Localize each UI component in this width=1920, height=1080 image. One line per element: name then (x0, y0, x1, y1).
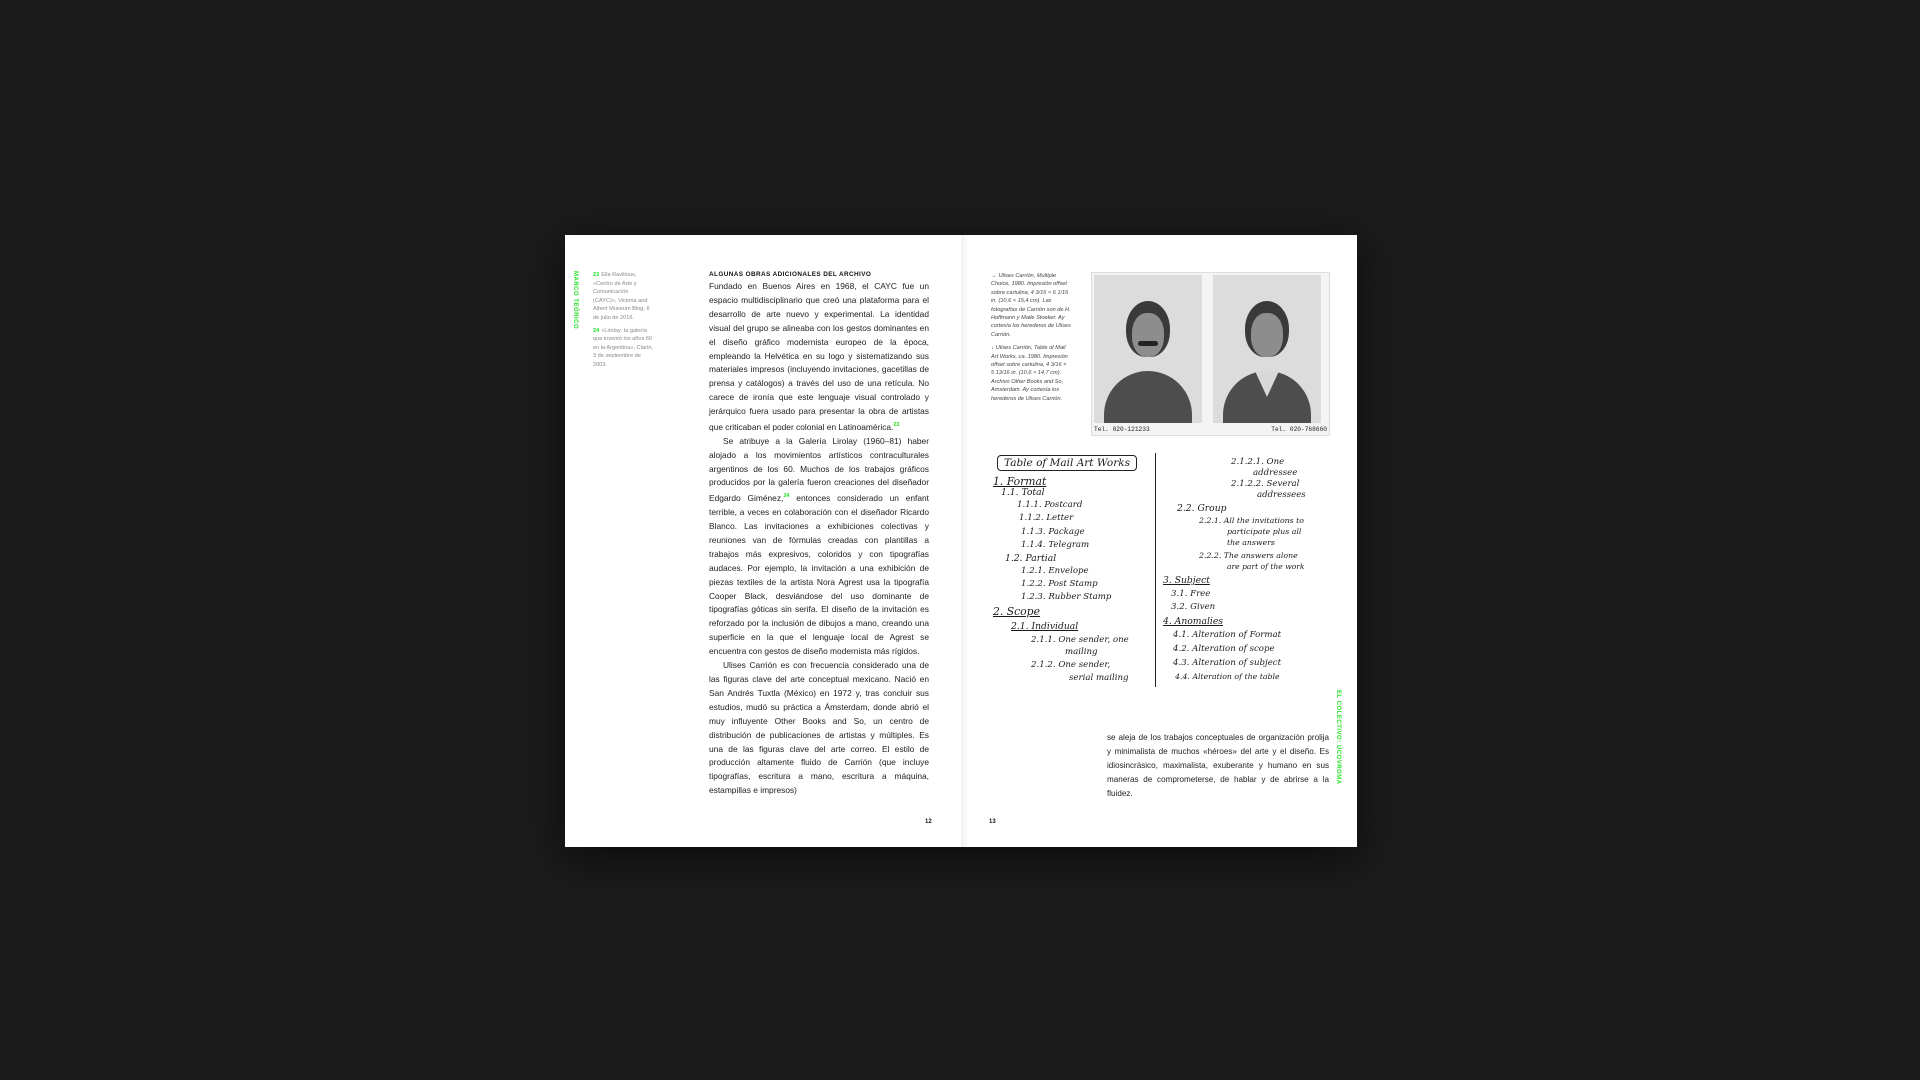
phone-number-2: Tel. 020-768660 (1271, 426, 1327, 433)
right-side-label: EL COLECTIVO: ÚCOVROMA (1335, 690, 1341, 785)
ms-line: 1.1.4. Telegram (1021, 540, 1090, 550)
paragraph-3: Ulises Carrión es con frecuencia considerado una de las figuras clave del arte conceptual mexicano. Nació en San Andrés Tuxtla (México) en 1972 y, tras concluir sus estudios, mudó su práctica a Ámsterdam, donde abrió el muy influyente Other Books and So, un centro de distribución de publicaciones de artistas y múltiples. Es una de las figuras clave del arte correo. El estilo de producción altamente fluido de Carrión (que incluye tipografías, escritura a mano, escritura a máquina, estampillas e impresos) (709, 660, 929, 796)
ms-line: 1. Format (993, 475, 1047, 488)
ms-line: 2.1.2.1. One (1231, 457, 1285, 467)
ms-line: 2.1.1. One sender, one (1031, 635, 1129, 645)
ms-line: 4.2. Alteration of scope (1173, 644, 1275, 654)
mail-art-table-manuscript (991, 453, 1327, 691)
ms-line: 4. Anomalies (1163, 616, 1223, 627)
divider-line (1155, 453, 1156, 687)
ms-line: 1.2.2. Post Stamp (1021, 579, 1098, 589)
caption-table (991, 344, 1071, 403)
footnote-number: 24 (593, 327, 600, 334)
face-shape (1132, 313, 1164, 357)
ms-line: 3.1. Free (1171, 589, 1211, 599)
ms-line: 4.1. Alteration of Format (1173, 630, 1282, 640)
footnotes (593, 271, 653, 374)
footnote-ref: 23 (893, 422, 900, 429)
ms-line: 2.1.2.2. Several (1231, 479, 1300, 489)
caption-text: Ulises Carrión, Table of Mail Art Works, ca. 1980. Impresión offset sobre cartulina, 4 3/16 × 5 13/16 in. (10,6 × 14,7 cm). Archivo Other Books and So, Amsterdam. Ay cortesía los herederos de Ulises Carrión. (991, 345, 1068, 402)
paragraph-continuation: se aleja de los trabajos conceptuales de organización prolija y minimalista de muchos «héroes» del arte y el diseño. Es idiosincrásico, maximalista, exuberante y humano en sus maneras de comprometerse, de hablar y de abrirse a la fluidez. (1107, 733, 1329, 798)
body-text (709, 280, 929, 798)
face-shape (1251, 313, 1283, 357)
caption-photos (991, 272, 1071, 339)
left-page (565, 235, 961, 847)
paragraph-text: Se atribuye a la Galería Lirolay (1960–81) haber alojado a los movimientos artísticos contraculturales argentinos de los 60. Muchos de los trabajos gráficos producidos por la galería fueron creaciones del diseñador Edgardo Giménez, (709, 435, 929, 504)
caption-text: Ulises Carrión, Multiple Choice, 1980. Impresión offset sobre cartulina, 4 3/16 × 6 1/16 in. (10,6 × 15,4 cm). Las fotografías de Carrión son de H. Hoffmann y Maile Stoeker. Ay cortesía los herederos de Ulises Carrión. (991, 273, 1071, 338)
footnote-text: «Lirolay: la galería que inventó los años 60 en la Argentina», Clarín, 3 de septiembre de 2003. (593, 327, 654, 368)
page-number-left: 12 (925, 819, 932, 825)
ms-line: 2.2.1. All the invitations to (1199, 516, 1304, 525)
page-number-right: 13 (989, 819, 996, 825)
main-column (709, 271, 929, 798)
ms-line: 1.2.1. Envelope (1021, 566, 1089, 576)
ms-line: 2.1. Individual (1011, 621, 1079, 632)
section-heading: ALGUNAS OBRAS ADICIONALES DEL ARCHIVO (709, 271, 872, 278)
paragraph-1 (709, 280, 929, 435)
footnote-ref: 24 (783, 493, 790, 500)
ms-line: 2. Scope (993, 605, 1040, 618)
portrait-photo-young (1213, 275, 1321, 423)
ms-line: 1.2.3. Rubber Stamp (1021, 592, 1112, 602)
ms-line: mailing (1065, 647, 1098, 657)
ms-line: 2.2.2. The answers alone (1199, 551, 1298, 560)
multiple-choice-photos (1091, 272, 1330, 436)
ms-line: 1.1.2. Letter (1019, 513, 1074, 523)
ms-line: 2.1.2. One sender, (1031, 660, 1111, 670)
torso-shape (1104, 371, 1192, 423)
footnote-23 (593, 271, 653, 323)
ms-line: serial mailing (1069, 673, 1129, 683)
arrow-down-icon: ↓ (991, 345, 994, 352)
ms-line: 1.1. Total (1001, 487, 1045, 498)
footnote-number: 23 (593, 272, 600, 278)
footnote-text: Ella Ravilious, «Centro de Arte y Comunicación (CAYC)», Victoria and Albert Museum Blog, 6 de julio de 2016. (593, 272, 650, 321)
left-side-label: MARCO TEÓRICO (572, 271, 578, 330)
ms-line: are part of the work (1227, 562, 1305, 571)
paragraph-text: Fundado en Buenos Aires en 1968, el CAYC fue un espacio multidisciplinario que creó una plataforma para el desarrollo de arte nuevo y experimental. La identidad visual del grupo se alineaba con los gestos dominantes en el diseño gráfico modernista europeo de la época, empleando la Helvética en su logo y sistematizando sus materiales impresos (incluyendo invitaciones, gacetillas de prensa y catálogos) a través del uso de una retícula. No carece de ironía que este lenguaje visual controlado y jerárquico fuera usado para presentar la obra de artistas que criticaban el poder colonial en Latinoamérica. (709, 281, 929, 432)
arrow-right-icon: → (991, 273, 997, 279)
portrait-photo-mustache (1094, 275, 1202, 423)
ms-line: 4.3. Alteration of subject (1173, 658, 1282, 668)
ms-line: 2.2. Group (1177, 503, 1227, 514)
ms-line: 1.1.3. Package (1021, 527, 1085, 537)
ms-line: 3. Subject (1163, 575, 1210, 586)
ms-line: 1.1.1. Postcard (1017, 500, 1083, 510)
paragraph-text: entonces considerado un enfant terrible, a veces en colaboración con el diseñador Ricardo Blanco. Las invitaciones a exhibiciones colectivas y reuniones van de fórmulas creadas con plantillas a trabajos más expresivos, coloridos y con tipografías audaces. Por ejemplo, la invitación a una exhibición de piezas textiles de la artista Nora Agrest usa la tipografía Cooper Black, desviándose del uso dominante de tipografías góticas sin serifa. El diseño de la invitación es reforzado por la inclusión de dibujos a mano, creando una superficie en la que el lenguaje local de Agrest se encuentra con gestos de diseño modernista más rígidos. (709, 493, 929, 657)
book-spread (565, 235, 1357, 847)
image-captions (991, 272, 1071, 408)
ms-line: addressee (1253, 468, 1298, 478)
right-page (961, 235, 1357, 847)
mustache-shape (1138, 341, 1158, 346)
ms-line: addressees (1257, 490, 1306, 500)
manuscript-title: Table of Mail Art Works (997, 455, 1137, 471)
ms-line: participate plus all (1227, 527, 1302, 536)
ms-line: the answers (1227, 538, 1275, 547)
ms-line: 4.4. Alteration of the table (1175, 672, 1280, 681)
ms-line: 3.2. Given (1171, 602, 1216, 612)
ms-line: 1.2. Partial (1005, 553, 1057, 564)
phone-number-1: Tel. 020-121233 (1094, 426, 1150, 433)
paragraph-2 (709, 435, 929, 659)
footnote-24 (593, 327, 653, 370)
continuation-text (1107, 731, 1329, 801)
